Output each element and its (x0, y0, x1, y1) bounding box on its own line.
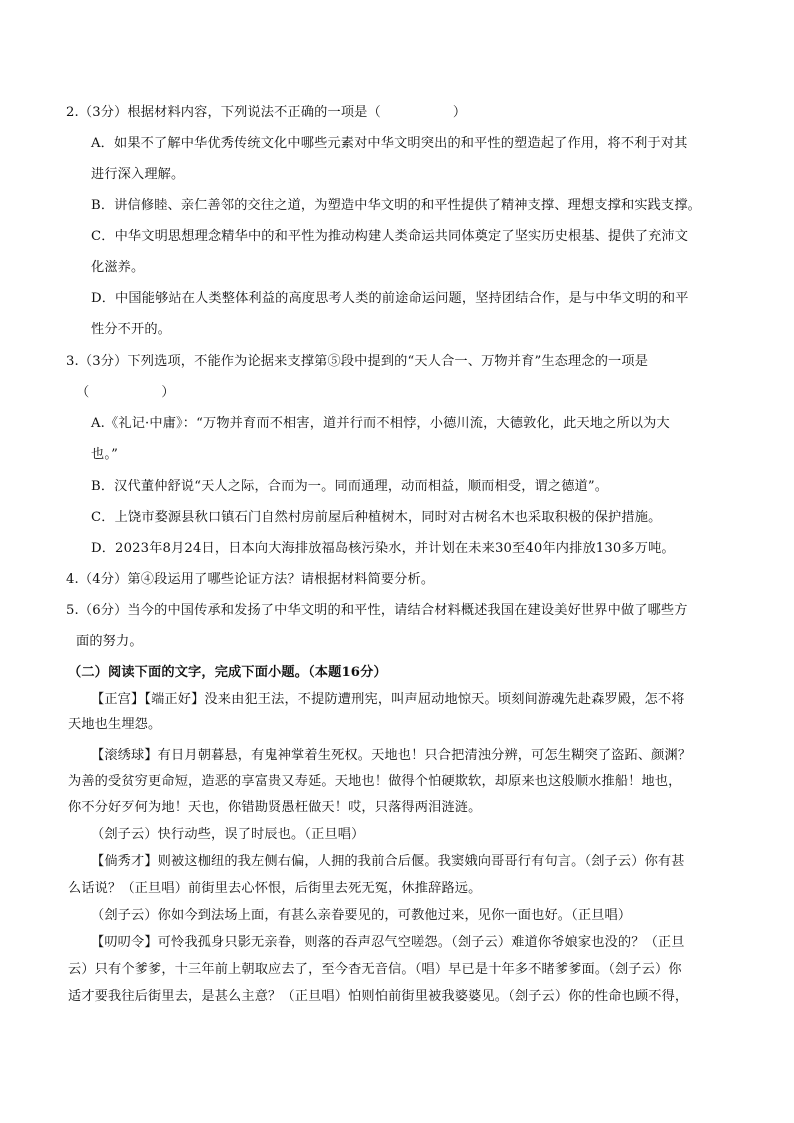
question-2-stem: 2.（3分）根据材料内容，下列说法不正确的一项是（ ） (66, 105, 467, 120)
passage-line: 适才要我往后街里去，是甚么主意？（正旦唱）怕则怕前街里被我婆婆见。（刽子云）你的性命也顾不得， (68, 989, 689, 1004)
question-5-cont: 面的努力。 (76, 634, 143, 649)
question-5: 5.（6分）当今的中国传承和发扬了中华文明的和平性，请结合材料概述我国在建设美好世界中做了哪些方 (66, 603, 688, 618)
question-4: 4.（4分）第④段运用了哪些论证方法？请根据材料简要分析。 (66, 572, 435, 587)
q2-option-c-cont: 化滋养。 (91, 260, 145, 275)
passage-line: 天地也生埋怨。 (68, 717, 162, 732)
q2-option-a: A．如果不了解中华优秀传统文化中哪些元素对中华文明突出的和平性的塑造起了作用，将不利于对其 (91, 136, 688, 151)
passage-line: 云）只有个爹爹，十三年前上朝取应去了，至今杳无音信。（唱）早已是十年多不睹爹爹面。（刽子云）你 (68, 962, 682, 977)
passage-line: 么话说？（正旦唱）前街里去心怀恨，后街里去死无冤，休推辞路远。 (68, 881, 482, 896)
passage-line: （刽子云）快行动些，误了时辰也。（正旦唱） (91, 827, 365, 842)
passage-line: 【正宫】【端正好】没来由犯王法，不提防遭刑宪，叫声屈动地惊天。顷刻间游魂先赴森罗殿，怎不将 (91, 692, 685, 707)
question-3-stem: 3.（3分）下列选项，不能作为论据来支撑第⑤段中提到的“天人合一、万物并育”生态理念的一项是 (66, 354, 649, 369)
q3-option-b: B．汉代董仲舒说“天人之际，合而为一。同而通理，动而相益，顺而相受，谓之德道”。 (91, 479, 609, 494)
q2-option-d-cont: 性分不开的。 (91, 322, 172, 337)
q2-option-c: C．中华文明思想理念精华中的和平性为推动构建人类命运共同体奠定了坚实历史根基、提供了充沛文 (91, 229, 689, 244)
q3-option-a: A.《礼记·中庸》：“万物并育而不相害，道并行而不相悖，小德川流，大德敦化，此天地之所以为大 (91, 416, 670, 431)
passage-line: 【叨叨令】可怜我孤身只影无亲眷，则落的吞声忍气空嗟怨。（刽子云）难道你爷娘家也没的？（正旦 (91, 935, 685, 950)
q3-option-a-cont: 也。” (91, 447, 118, 462)
passage-line: 【滚绣球】有日月朝暮悬，有鬼神掌着生死权。天地也！只合把清浊分辨，可怎生糊突了盗跖、颜渊？ (91, 748, 692, 763)
q2-option-b: B．讲信修睦、亲仁善邻的交往之道，为塑造中华文明的和平性提供了精神支撑、理想支撑和实践支撑。 (91, 198, 702, 213)
q3-option-d: D．2023年8月24日，日本向大海排放福岛核污染水，并计划在未来30至40年内排放130多万吨。 (91, 541, 675, 556)
q3-option-c: C．上饶市婺源县秋口镇石门自然村房前屋后种植树木，同时对古树名木也采取积极的保护措施。 (91, 510, 662, 525)
q2-option-a-cont: 进行深入理解。 (91, 167, 185, 182)
passage-line: 【倘秀才】则被这枷纽的我左侧右偏，人拥的我前合后偃。我窦娥向哥哥行有句言。（刽子云）你有甚 (91, 854, 685, 869)
q2-option-d: D．中国能够站在人类整体利益的高度思考人类的前途命运问题，坚持团结合作，是与中华文明的和平 (91, 291, 689, 306)
passage-line: 为善的受贫穷更命短，造恶的享富贵又寿延。天地也！做得个怕硬欺软，却原来也这般顺水推船！地也， (68, 774, 682, 789)
passage-line: （刽子云）你如今到法场上面，有甚么亲眷要见的，可教他过来，见你一面也好。（正旦唱） (91, 908, 632, 923)
question-3-answer-blank: （ ） (76, 385, 175, 400)
passage-line: 你不分好歹何为地！天也，你错勘贤愚枉做天！哎，只落得两泪涟涟。 (68, 800, 482, 815)
section-2-heading: （二）阅读下面的文字，完成下面小题。（本题16分） (68, 665, 387, 680)
